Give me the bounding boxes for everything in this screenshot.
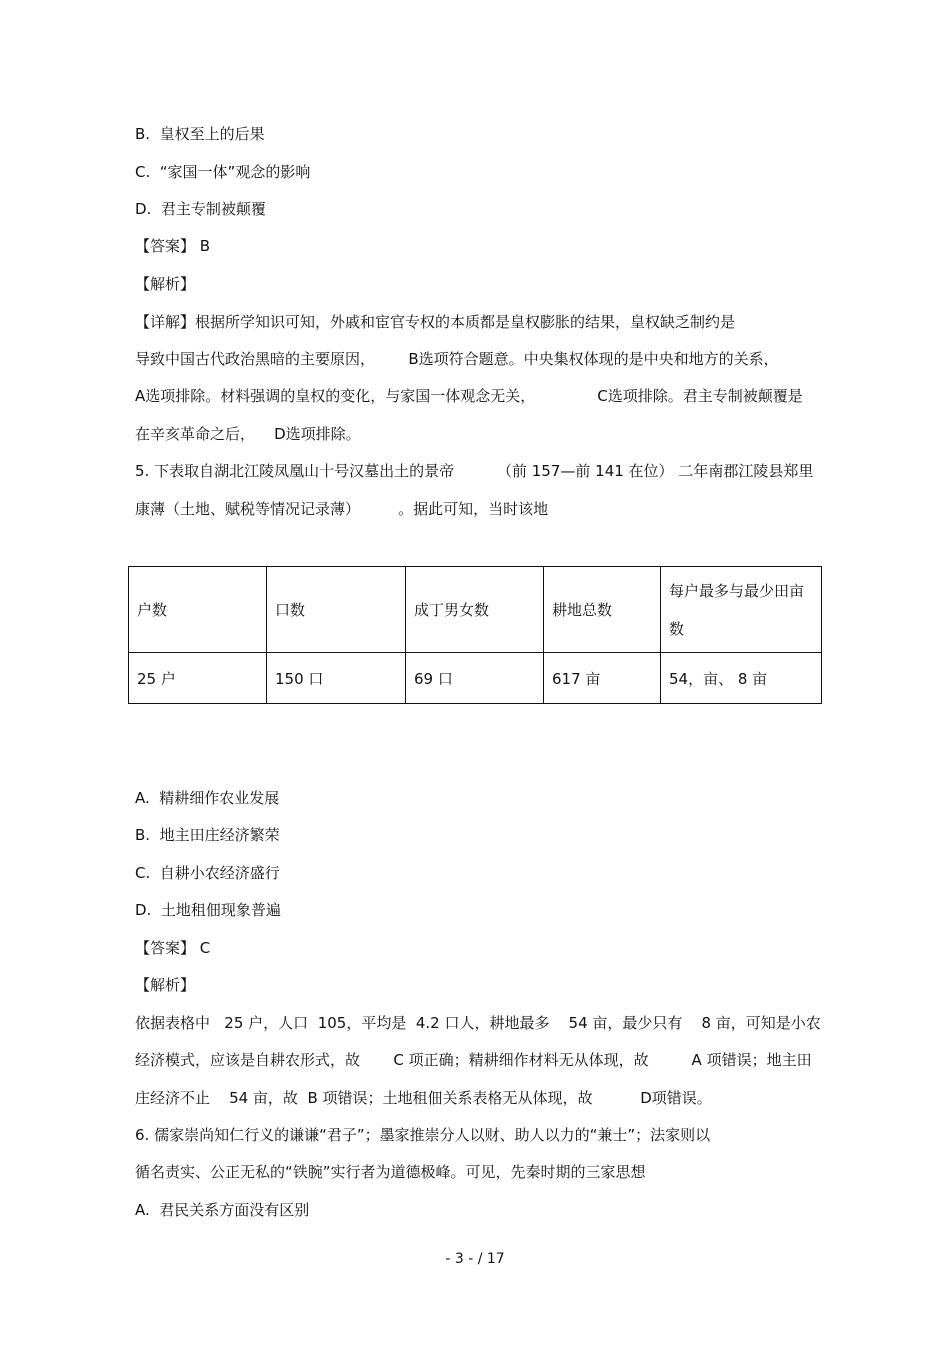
q6-option-a: A. 君民关系方面没有区别 <box>135 1201 310 1219</box>
q5-option-d: D. 土地租佃现象普遍 <box>135 901 281 919</box>
prev-analysis-label: 【解析】 <box>135 275 196 293</box>
q5-option-a: A. 精耕细作农业发展 <box>135 789 280 807</box>
q5-stem-line-1: 5. 下表取自湖北江陵凤凰山十号汉墓出土的景帝 （前 157—前 141 在位） 二年南郡江陵县郑里 <box>135 462 814 480</box>
prev-option-c: C. “家国一体”观念的影响 <box>135 163 311 181</box>
prev-detail-line-3: A选项排除。材料强调的皇权的变化，与家国一体观念无关， C选项排除。君主专制被颠覆是 <box>135 387 803 405</box>
table-header-row <box>129 567 822 653</box>
header-adults: 成丁男女数 <box>406 567 544 653</box>
cell-households: 25 户 <box>129 653 267 704</box>
household-table <box>128 566 822 704</box>
prev-option-d: D. 君主专制被颠覆 <box>135 200 266 218</box>
cell-farmland: 617 亩 <box>544 653 661 704</box>
q5-analysis-line-3: 庄经济不止 54 亩，故 B 项错误；土地租佃关系表格无从体现，故 D项错误。 <box>135 1089 712 1107</box>
q5-option-b: B. 地主田庄经济繁荣 <box>135 826 280 844</box>
table-row <box>129 653 822 704</box>
header-farmland: 耕地总数 <box>544 567 661 653</box>
prev-detail-line-2: 导致中国古代政治黑暗的主要原因， B选项符合题意。中央集权体现的是中央和地方的关系， <box>135 350 779 368</box>
header-max-min-land: 每户最多与最少田亩数 <box>661 567 822 653</box>
q5-analysis-label: 【解析】 <box>135 976 196 994</box>
prev-detail-line-4: 在辛亥革命之后， D选项排除。 <box>135 425 361 443</box>
q6-stem-line-2: 循名责实、公正无私的“铁腕”实行者为道德极峰。可见，先秦时期的三家思想 <box>135 1163 646 1181</box>
page-number: - 3 - / 17 <box>445 1251 505 1267</box>
prev-answer: 【答案】 B <box>135 237 211 255</box>
q5-analysis-line-2: 经济模式，应该是自耕农形式，故 C 项正确；精耕细作材料无从体现，故 A 项错误；地主田 <box>135 1051 812 1069</box>
cell-max-min-land: 54，亩、 8 亩 <box>661 653 822 704</box>
cell-population: 150 口 <box>267 653 406 704</box>
q5-stem-line-2: 康薄（土地、赋税等情况记录薄） 。据此可知，当时该地 <box>135 500 549 518</box>
header-population: 口数 <box>267 567 406 653</box>
prev-detail-line-1: 【详解】根据所学知识可知，外戚和宦官专权的本质都是皇权膨胀的结果，皇权缺乏制约是 <box>135 313 736 331</box>
q5-analysis-line-1: 依据表格中 25 户，人口 105，平均是 4.2 口人，耕地最多 54 亩，最少只有 8 亩，可知是小农 <box>135 1014 821 1032</box>
q5-answer: 【答案】 C <box>135 939 211 957</box>
header-households: 户数 <box>129 567 267 653</box>
q5-option-c: C. 自耕小农经济盛行 <box>135 864 280 882</box>
prev-option-b: B. 皇权至上的后果 <box>135 125 265 143</box>
q6-stem-line-1: 6. 儒家崇尚知仁行义的谦谦“君子”；墨家推崇分人以财、助人以力的“兼士”；法家则以 <box>135 1126 711 1144</box>
cell-adults: 69 口 <box>406 653 544 704</box>
